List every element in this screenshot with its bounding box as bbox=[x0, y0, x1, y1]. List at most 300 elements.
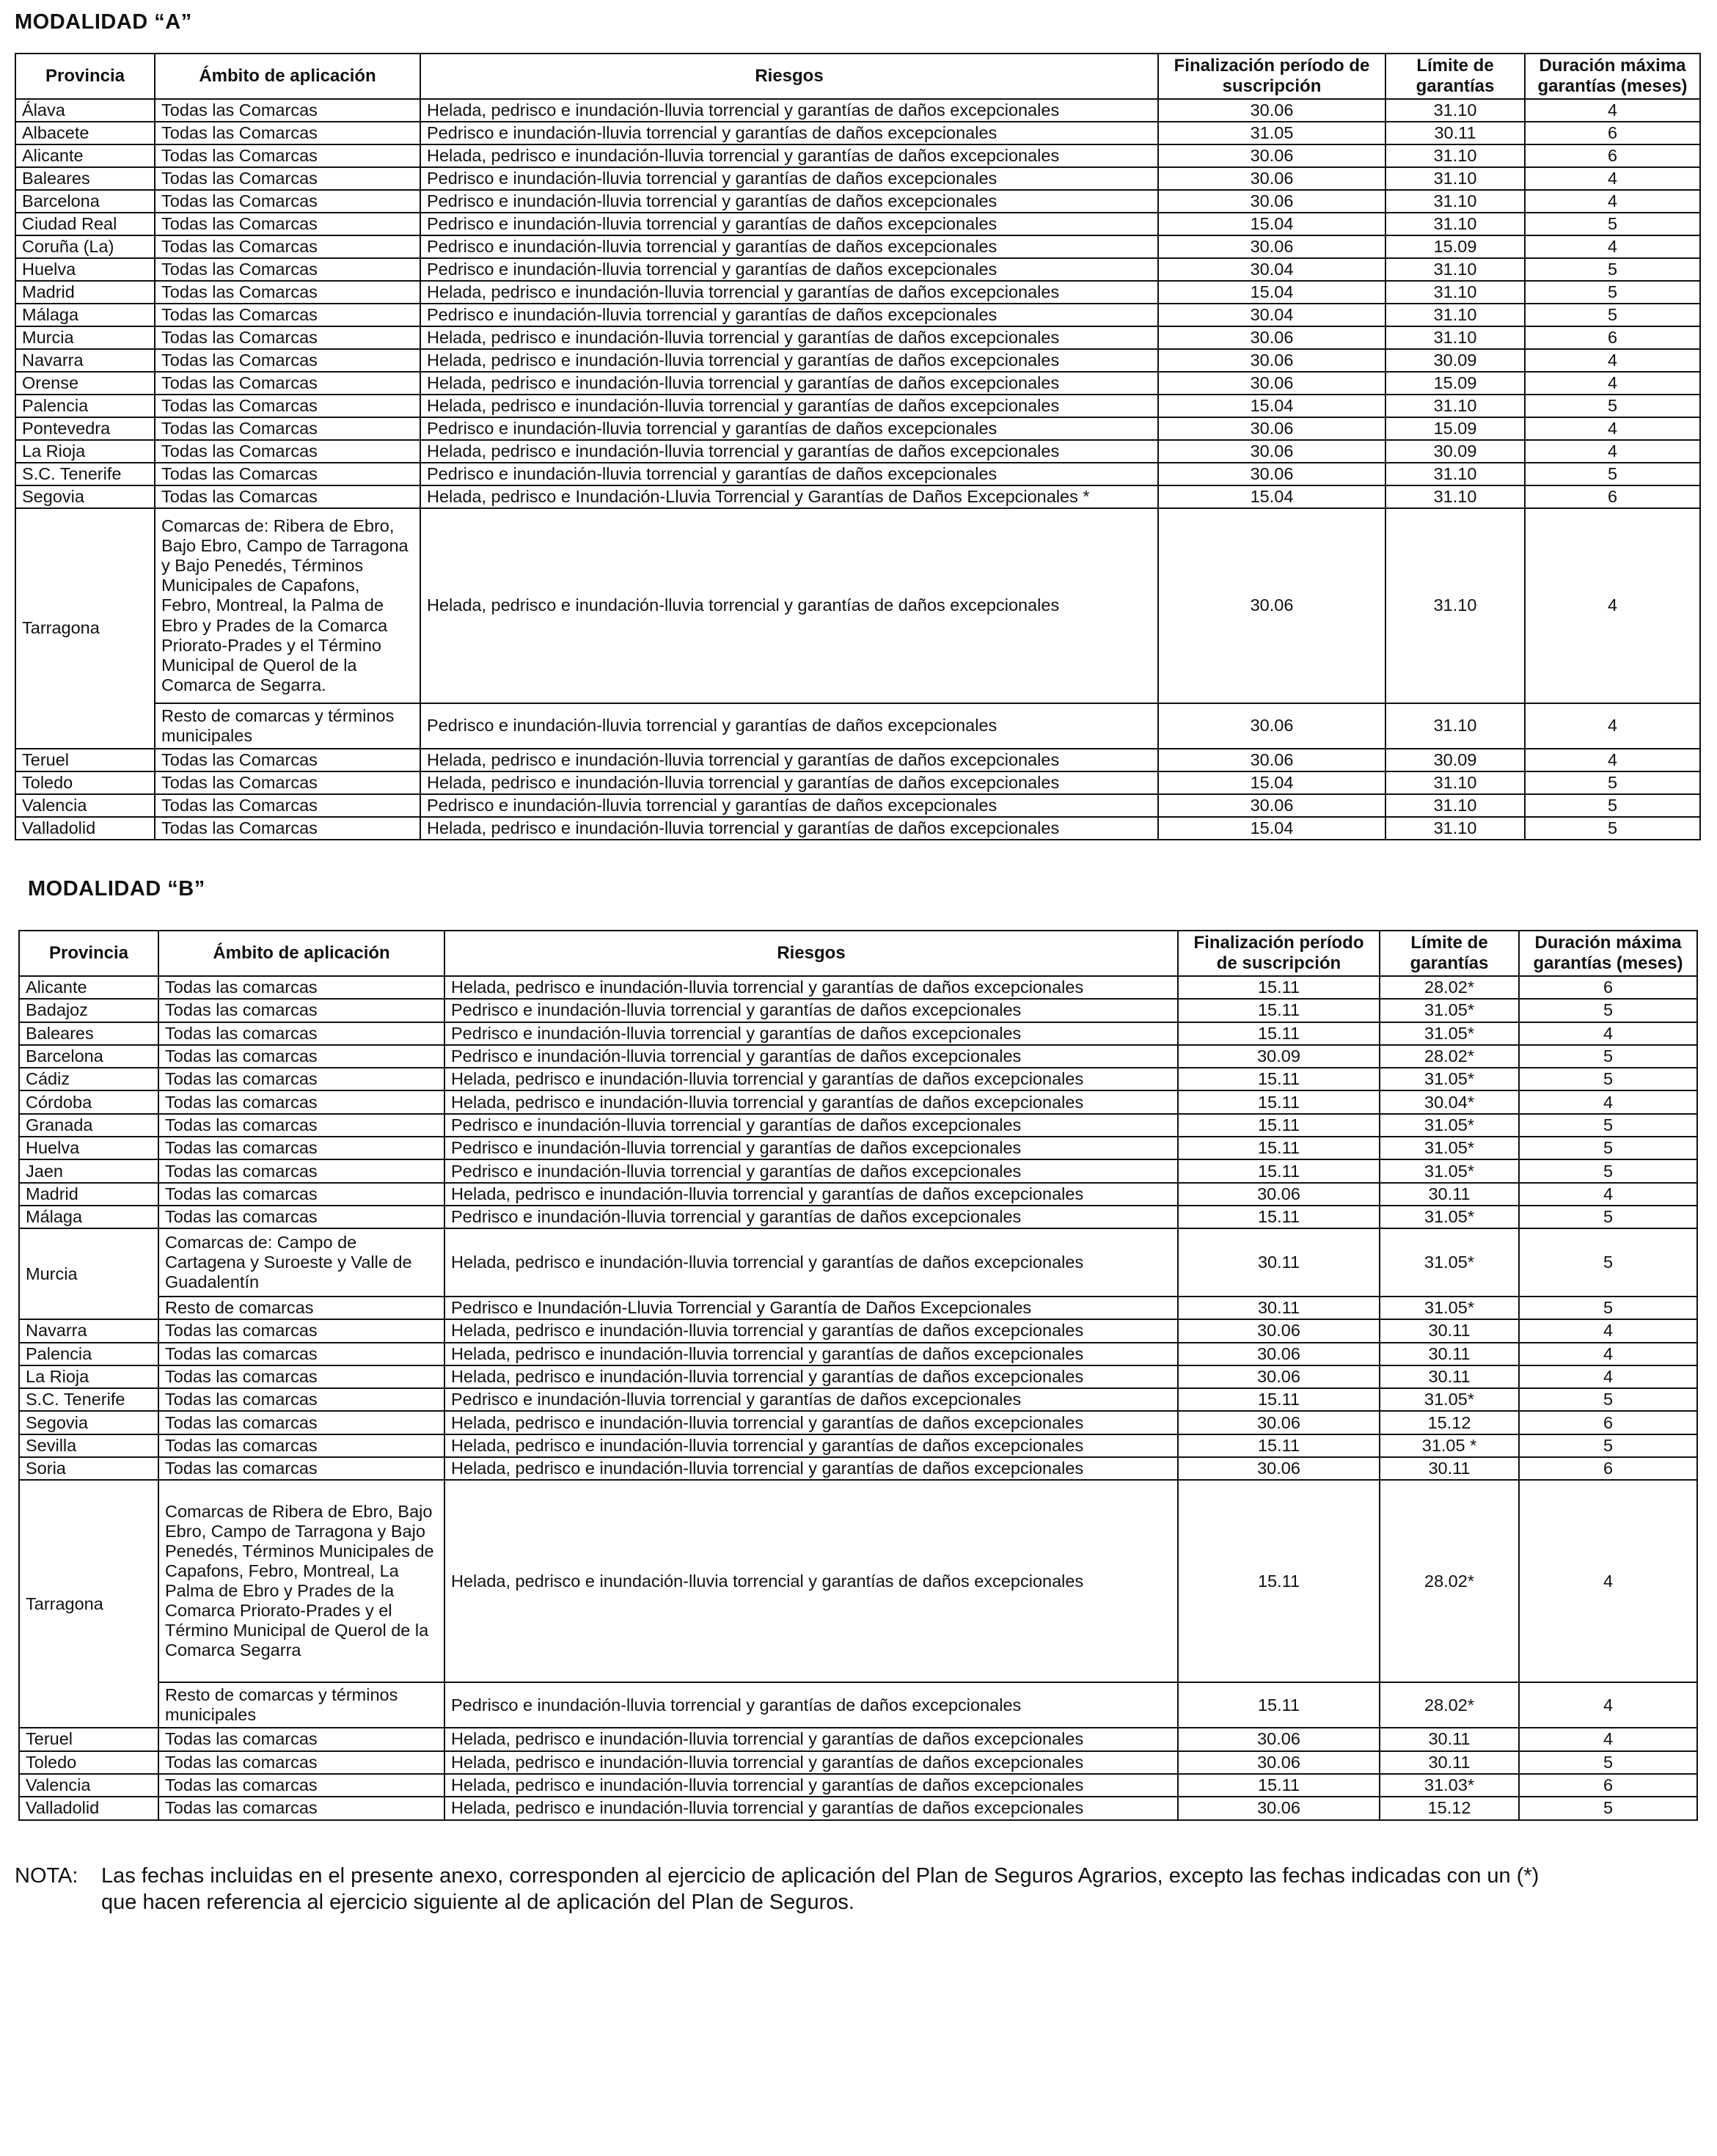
ambito-cell: Todas las comarcas bbox=[158, 999, 444, 1022]
duracion-cell: 5 bbox=[1519, 1206, 1697, 1228]
duracion-cell: 4 bbox=[1525, 167, 1700, 190]
provincia-cell: S.C. Tenerife bbox=[15, 463, 155, 485]
riesgos-cell: Helada, pedrisco e inundación-lluvia torrencial y garantías de daños excepcionales bbox=[444, 1183, 1178, 1206]
riesgos-cell: Pedrisco e inundación-lluvia torrencial y garantías de daños excepcionales bbox=[420, 213, 1158, 235]
duracion-cell: 4 bbox=[1519, 1183, 1697, 1206]
limite-cell: 28.02* bbox=[1380, 976, 1519, 999]
riesgos-cell: Helada, pedrisco e inundación-lluvia torrencial y garantías de daños excepcionales bbox=[420, 508, 1158, 703]
provincia-cell: Huelva bbox=[15, 258, 155, 281]
provincia-cell: Valencia bbox=[15, 794, 155, 817]
riesgos-cell: Pedrisco e Inundación-Lluvia Torrencial y Garantía de Daños Excepcionales bbox=[444, 1297, 1178, 1319]
ambito-cell: Resto de comarcas y términos municipales bbox=[155, 703, 420, 749]
duracion-cell: 5 bbox=[1519, 1228, 1697, 1297]
header-provincia: Provincia bbox=[19, 931, 158, 976]
ambito-cell: Todas las Comarcas bbox=[155, 395, 420, 417]
finalizacion-cell: 30.06 bbox=[1178, 1365, 1380, 1388]
riesgos-cell: Pedrisco e inundación-lluvia torrencial y garantías de daños excepcionales bbox=[420, 235, 1158, 258]
table-row bbox=[15, 190, 1700, 213]
finalizacion-cell: 30.06 bbox=[1178, 1343, 1380, 1365]
duracion-cell: 5 bbox=[1525, 213, 1700, 235]
finalizacion-cell: 15.11 bbox=[1178, 1480, 1380, 1682]
table-row bbox=[15, 99, 1700, 122]
riesgos-cell: Helada, pedrisco e inundación-lluvia torrencial y garantías de daños excepcionales bbox=[444, 976, 1178, 999]
ambito-cell: Todas las comarcas bbox=[158, 1774, 444, 1797]
limite-cell: 31.10 bbox=[1385, 144, 1525, 167]
finalizacion-cell: 15.04 bbox=[1158, 281, 1385, 304]
riesgos-cell: Helada, pedrisco e inundación-lluvia torrencial y garantías de daños excepcionales bbox=[420, 749, 1158, 771]
finalizacion-cell: 30.06 bbox=[1158, 167, 1385, 190]
duracion-cell: 4 bbox=[1525, 235, 1700, 258]
provincia-cell: Albacete bbox=[15, 122, 155, 144]
table-row bbox=[19, 1228, 1697, 1297]
finalizacion-cell: 30.06 bbox=[1158, 508, 1385, 703]
duracion-cell: 6 bbox=[1525, 122, 1700, 144]
provincia-cell: Málaga bbox=[19, 1206, 158, 1228]
duracion-cell: 5 bbox=[1525, 258, 1700, 281]
finalizacion-cell: 30.06 bbox=[1158, 372, 1385, 395]
finalizacion-cell: 15.04 bbox=[1158, 771, 1385, 794]
duracion-cell: 6 bbox=[1525, 485, 1700, 508]
provincia-cell: Valladolid bbox=[19, 1797, 158, 1819]
riesgos-cell: Helada, pedrisco e inundación-lluvia torrencial y garantías de daños excepcionales bbox=[420, 349, 1158, 372]
ambito-cell: Todas las comarcas bbox=[158, 976, 444, 999]
finalizacion-cell: 30.04 bbox=[1158, 304, 1385, 326]
finalizacion-cell: 15.04 bbox=[1158, 395, 1385, 417]
provincia-cell: La Rioja bbox=[19, 1365, 158, 1388]
provincia-cell: Badajoz bbox=[19, 999, 158, 1022]
riesgos-cell: Helada, pedrisco e inundación-lluvia torrencial y garantías de daños excepcionales bbox=[444, 1365, 1178, 1388]
limite-cell: 30.09 bbox=[1385, 749, 1525, 771]
limite-cell: 31.05* bbox=[1380, 999, 1519, 1022]
modalidad-a-table bbox=[15, 53, 1701, 840]
provincia-cell: Orense bbox=[15, 372, 155, 395]
finalizacion-cell: 15.11 bbox=[1178, 1159, 1380, 1182]
provincia-cell: Palencia bbox=[19, 1343, 158, 1365]
provincia-cell: Valencia bbox=[19, 1774, 158, 1797]
table-row bbox=[19, 1343, 1697, 1365]
duracion-cell: 5 bbox=[1525, 463, 1700, 485]
duracion-cell: 6 bbox=[1519, 976, 1697, 999]
provincia-cell: Segovia bbox=[19, 1411, 158, 1434]
finalizacion-cell: 15.11 bbox=[1178, 1068, 1380, 1090]
finalizacion-cell: 30.06 bbox=[1178, 1751, 1380, 1774]
riesgos-cell: Pedrisco e inundación-lluvia torrencial y garantías de daños excepcionales bbox=[420, 122, 1158, 144]
finalizacion-cell: 15.04 bbox=[1158, 485, 1385, 508]
limite-cell: 31.10 bbox=[1385, 463, 1525, 485]
ambito-cell: Todas las comarcas bbox=[158, 1751, 444, 1774]
duracion-cell: 5 bbox=[1519, 1159, 1697, 1182]
finalizacion-cell: 30.06 bbox=[1158, 190, 1385, 213]
riesgos-cell: Pedrisco e inundación-lluvia torrencial y garantías de daños excepcionales bbox=[420, 304, 1158, 326]
provincia-cell: Tarragona bbox=[19, 1480, 158, 1728]
finalizacion-cell: 15.11 bbox=[1178, 1682, 1380, 1728]
finalizacion-cell: 30.06 bbox=[1178, 1728, 1380, 1750]
finalizacion-cell: 15.11 bbox=[1178, 1206, 1380, 1228]
duracion-cell: 4 bbox=[1525, 349, 1700, 372]
table-row bbox=[15, 213, 1700, 235]
provincia-cell: Murcia bbox=[19, 1228, 158, 1319]
table-row bbox=[15, 326, 1700, 349]
ambito-cell: Todas las Comarcas bbox=[155, 122, 420, 144]
nota-line-2: que hacen referencia al ejercicio siguiente al de aplicación del Plan de Seguros. bbox=[101, 1891, 854, 1915]
finalizacion-cell: 30.06 bbox=[1158, 99, 1385, 122]
duracion-cell: 5 bbox=[1519, 1797, 1697, 1819]
limite-cell: 28.02* bbox=[1380, 1045, 1519, 1068]
finalizacion-cell: 30.04 bbox=[1158, 258, 1385, 281]
provincia-cell: Barcelona bbox=[19, 1045, 158, 1068]
provincia-cell: Barcelona bbox=[15, 190, 155, 213]
header-finalizacion: Finalización período de suscripción bbox=[1158, 54, 1385, 99]
finalizacion-cell: 15.11 bbox=[1178, 976, 1380, 999]
finalizacion-cell: 15.11 bbox=[1178, 1388, 1380, 1411]
nota-line-1: Las fechas incluidas en el presente anexo, corresponden al ejercicio de aplicación del Plan de Seguros Agrarios, excepto las fechas indicadas con un (*) bbox=[101, 1864, 1540, 1888]
finalizacion-cell: 30.06 bbox=[1178, 1457, 1380, 1480]
modalidad-b-table bbox=[18, 930, 1698, 1821]
ambito-cell: Todas las comarcas bbox=[158, 1728, 444, 1750]
riesgos-cell: Pedrisco e inundación-lluvia torrencial y garantías de daños excepcionales bbox=[444, 999, 1178, 1022]
table-row bbox=[19, 1319, 1697, 1342]
limite-cell: 31.10 bbox=[1385, 817, 1525, 840]
table-row bbox=[15, 771, 1700, 794]
limite-cell: 31.10 bbox=[1385, 99, 1525, 122]
provincia-cell: Palencia bbox=[15, 395, 155, 417]
table-row bbox=[19, 1114, 1697, 1137]
provincia-cell: Cádiz bbox=[19, 1068, 158, 1090]
ambito-cell: Comarcas de: Ribera de Ebro, Bajo Ebro, Campo de Tarragona y Bajo Penedés, Términos Municipales de Capafons, Febro, Montreal, la Palma de Ebro y Prades de la Comarca Priorato-Prades y el Término Municipal de Querol de la Comarca de Segarra. bbox=[155, 508, 420, 703]
limite-cell: 31.10 bbox=[1385, 326, 1525, 349]
ambito-cell: Resto de comarcas y términos municipales bbox=[158, 1682, 444, 1728]
table-row bbox=[19, 976, 1697, 999]
provincia-cell: Soria bbox=[19, 1457, 158, 1480]
limite-cell: 15.12 bbox=[1380, 1797, 1519, 1819]
limite-cell: 31.05* bbox=[1380, 1137, 1519, 1159]
duracion-cell: 4 bbox=[1519, 1022, 1697, 1045]
table-row bbox=[19, 999, 1697, 1022]
duracion-cell: 6 bbox=[1525, 144, 1700, 167]
ambito-cell: Todas las Comarcas bbox=[155, 463, 420, 485]
duracion-cell: 5 bbox=[1519, 1434, 1697, 1457]
table-row bbox=[15, 440, 1700, 463]
duracion-cell: 5 bbox=[1519, 1388, 1697, 1411]
duracion-cell: 5 bbox=[1525, 817, 1700, 840]
provincia-cell: Álava bbox=[15, 99, 155, 122]
provincia-cell: Toledo bbox=[19, 1751, 158, 1774]
table-header-row bbox=[19, 931, 1697, 976]
duracion-cell: 5 bbox=[1519, 1137, 1697, 1159]
nota-footnote bbox=[15, 1863, 1702, 1916]
table-row bbox=[19, 1297, 1697, 1319]
duracion-cell: 4 bbox=[1525, 417, 1700, 440]
limite-cell: 15.12 bbox=[1380, 1411, 1519, 1434]
finalizacion-cell: 30.06 bbox=[1158, 349, 1385, 372]
duracion-cell: 5 bbox=[1519, 1068, 1697, 1090]
table-row bbox=[15, 281, 1700, 304]
finalizacion-cell: 30.06 bbox=[1158, 417, 1385, 440]
table-row bbox=[19, 1137, 1697, 1159]
finalizacion-cell: 30.06 bbox=[1158, 749, 1385, 771]
ambito-cell: Todas las Comarcas bbox=[155, 281, 420, 304]
finalizacion-cell: 15.11 bbox=[1178, 1022, 1380, 1045]
limite-cell: 31.10 bbox=[1385, 395, 1525, 417]
finalizacion-cell: 30.06 bbox=[1158, 440, 1385, 463]
limite-cell: 15.09 bbox=[1385, 417, 1525, 440]
riesgos-cell: Helada, pedrisco e inundación-lluvia torrencial y garantías de daños excepcionales bbox=[444, 1319, 1178, 1342]
riesgos-cell: Helada, pedrisco e inundación-lluvia torrencial y garantías de daños excepcionales bbox=[444, 1480, 1178, 1682]
ambito-cell: Todas las Comarcas bbox=[155, 190, 420, 213]
finalizacion-cell: 15.11 bbox=[1178, 1774, 1380, 1797]
header-provincia: Provincia bbox=[15, 54, 155, 99]
table-row bbox=[19, 1751, 1697, 1774]
riesgos-cell: Helada, pedrisco e inundación-lluvia torrencial y garantías de daños excepcionales bbox=[420, 771, 1158, 794]
header-riesgos: Riesgos bbox=[444, 931, 1178, 976]
ambito-cell: Todas las comarcas bbox=[158, 1022, 444, 1045]
limite-cell: 30.11 bbox=[1380, 1365, 1519, 1388]
provincia-cell: S.C. Tenerife bbox=[19, 1388, 158, 1411]
duracion-cell: 4 bbox=[1525, 190, 1700, 213]
modalidad-b-title: MODALIDAD “B” bbox=[28, 877, 205, 901]
ambito-cell: Todas las Comarcas bbox=[155, 167, 420, 190]
table-row bbox=[15, 349, 1700, 372]
finalizacion-cell: 15.11 bbox=[1178, 1114, 1380, 1137]
ambito-cell: Todas las Comarcas bbox=[155, 372, 420, 395]
limite-cell: 31.05* bbox=[1380, 1114, 1519, 1137]
modalidad-a-title: MODALIDAD “A” bbox=[15, 10, 192, 34]
duracion-cell: 4 bbox=[1519, 1728, 1697, 1750]
duracion-cell: 5 bbox=[1519, 1297, 1697, 1319]
riesgos-cell: Helada, pedrisco e inundación-lluvia torrencial y garantías de daños excepcionales bbox=[420, 817, 1158, 840]
provincia-cell: Pontevedra bbox=[15, 417, 155, 440]
table-row bbox=[19, 1206, 1697, 1228]
table-row bbox=[19, 1022, 1697, 1045]
ambito-cell: Todas las Comarcas bbox=[155, 144, 420, 167]
riesgos-cell: Helada, pedrisco e Inundación-Lluvia Torrencial y Garantías de Daños Excepcionales * bbox=[420, 485, 1158, 508]
finalizacion-cell: 30.06 bbox=[1178, 1797, 1380, 1819]
finalizacion-cell: 31.05 bbox=[1158, 122, 1385, 144]
limite-cell: 31.05* bbox=[1380, 1068, 1519, 1090]
duracion-cell: 5 bbox=[1525, 794, 1700, 817]
table-row bbox=[15, 304, 1700, 326]
provincia-cell: Navarra bbox=[19, 1319, 158, 1342]
table-row bbox=[19, 1388, 1697, 1411]
duracion-cell: 5 bbox=[1519, 1045, 1697, 1068]
ambito-cell: Todas las comarcas bbox=[158, 1114, 444, 1137]
riesgos-cell: Pedrisco e inundación-lluvia torrencial y garantías de daños excepcionales bbox=[420, 703, 1158, 749]
header-duracion: Duración máxima garantías (meses) bbox=[1519, 931, 1697, 976]
riesgos-cell: Helada, pedrisco e inundación-lluvia torrencial y garantías de daños excepcionales bbox=[420, 395, 1158, 417]
riesgos-cell: Pedrisco e inundación-lluvia torrencial y garantías de daños excepcionales bbox=[420, 258, 1158, 281]
provincia-cell: Baleares bbox=[19, 1022, 158, 1045]
provincia-cell: Córdoba bbox=[19, 1090, 158, 1113]
table-row bbox=[15, 167, 1700, 190]
limite-cell: 30.11 bbox=[1380, 1728, 1519, 1750]
limite-cell: 30.11 bbox=[1380, 1751, 1519, 1774]
riesgos-cell: Helada, pedrisco e inundación-lluvia torrencial y garantías de daños excepcionales bbox=[444, 1068, 1178, 1090]
ambito-cell: Comarcas de Ribera de Ebro, Bajo Ebro, Campo de Tarragona y Bajo Penedés, Términos Municipales de Capafons, Febro, Montreal, La Palma de Ebro y Prades de la Comarca Priorato-Prades y el Término Municipal de Querol de la Comarca Segarra bbox=[158, 1480, 444, 1682]
ambito-cell: Resto de comarcas bbox=[158, 1297, 444, 1319]
finalizacion-cell: 15.11 bbox=[1178, 1434, 1380, 1457]
ambito-cell: Todas las Comarcas bbox=[155, 304, 420, 326]
duracion-cell: 4 bbox=[1525, 372, 1700, 395]
table-row bbox=[15, 372, 1700, 395]
duracion-cell: 4 bbox=[1519, 1480, 1697, 1682]
finalizacion-cell: 15.04 bbox=[1158, 817, 1385, 840]
ambito-cell: Todas las Comarcas bbox=[155, 817, 420, 840]
ambito-cell: Todas las Comarcas bbox=[155, 349, 420, 372]
finalizacion-cell: 30.06 bbox=[1158, 235, 1385, 258]
limite-cell: 31.10 bbox=[1385, 190, 1525, 213]
provincia-cell: Coruña (La) bbox=[15, 235, 155, 258]
duracion-cell: 6 bbox=[1519, 1774, 1697, 1797]
table-row bbox=[19, 1045, 1697, 1068]
header-duracion: Duración máxima garantías (meses) bbox=[1525, 54, 1700, 99]
table-row bbox=[15, 463, 1700, 485]
riesgos-cell: Helada, pedrisco e inundación-lluvia torrencial y garantías de daños excepcionales bbox=[444, 1457, 1178, 1480]
provincia-cell: Huelva bbox=[19, 1137, 158, 1159]
limite-cell: 30.04* bbox=[1380, 1090, 1519, 1113]
limite-cell: 31.05* bbox=[1380, 1297, 1519, 1319]
ambito-cell: Todas las Comarcas bbox=[155, 258, 420, 281]
riesgos-cell: Pedrisco e inundación-lluvia torrencial y garantías de daños excepcionales bbox=[420, 167, 1158, 190]
duracion-cell: 5 bbox=[1525, 395, 1700, 417]
ambito-cell: Todas las comarcas bbox=[158, 1159, 444, 1182]
riesgos-cell: Helada, pedrisco e inundación-lluvia torrencial y garantías de daños excepcionales bbox=[420, 281, 1158, 304]
finalizacion-cell: 30.06 bbox=[1158, 703, 1385, 749]
limite-cell: 30.11 bbox=[1385, 122, 1525, 144]
riesgos-cell: Pedrisco e inundación-lluvia torrencial y garantías de daños excepcionales bbox=[420, 190, 1158, 213]
table-row bbox=[19, 1457, 1697, 1480]
ambito-cell: Todas las Comarcas bbox=[155, 749, 420, 771]
limite-cell: 28.02* bbox=[1380, 1480, 1519, 1682]
ambito-cell: Todas las comarcas bbox=[158, 1457, 444, 1480]
riesgos-cell: Helada, pedrisco e inundación-lluvia torrencial y garantías de daños excepcionales bbox=[420, 440, 1158, 463]
limite-cell: 30.11 bbox=[1380, 1457, 1519, 1480]
riesgos-cell: Pedrisco e inundación-lluvia torrencial y garantías de daños excepcionales bbox=[444, 1682, 1178, 1728]
finalizacion-cell: 30.06 bbox=[1158, 463, 1385, 485]
limite-cell: 31.10 bbox=[1385, 213, 1525, 235]
limite-cell: 31.10 bbox=[1385, 167, 1525, 190]
table-row bbox=[15, 235, 1700, 258]
riesgos-cell: Helada, pedrisco e inundación-lluvia torrencial y garantías de daños excepcionales bbox=[444, 1797, 1178, 1819]
table-row bbox=[15, 817, 1700, 840]
ambito-cell: Todas las comarcas bbox=[158, 1206, 444, 1228]
riesgos-cell: Helada, pedrisco e inundación-lluvia torrencial y garantías de daños excepcionales bbox=[444, 1774, 1178, 1797]
table-header-row bbox=[15, 54, 1700, 99]
header-ambito: Ámbito de aplicación bbox=[158, 931, 444, 976]
provincia-cell: Granada bbox=[19, 1114, 158, 1137]
limite-cell: 31.03* bbox=[1380, 1774, 1519, 1797]
ambito-cell: Todas las Comarcas bbox=[155, 771, 420, 794]
limite-cell: 31.05* bbox=[1380, 1159, 1519, 1182]
riesgos-cell: Pedrisco e inundación-lluvia torrencial y garantías de daños excepcionales bbox=[444, 1388, 1178, 1411]
table-row bbox=[15, 122, 1700, 144]
riesgos-cell: Pedrisco e inundación-lluvia torrencial y garantías de daños excepcionales bbox=[444, 1022, 1178, 1045]
table-row bbox=[19, 1365, 1697, 1388]
finalizacion-cell: 15.11 bbox=[1178, 1090, 1380, 1113]
limite-cell: 31.10 bbox=[1385, 281, 1525, 304]
ambito-cell: Todas las Comarcas bbox=[155, 485, 420, 508]
limite-cell: 31.10 bbox=[1385, 771, 1525, 794]
ambito-cell: Todas las comarcas bbox=[158, 1137, 444, 1159]
riesgos-cell: Pedrisco e inundación-lluvia torrencial y garantías de daños excepcionales bbox=[420, 417, 1158, 440]
finalizacion-cell: 30.11 bbox=[1178, 1297, 1380, 1319]
ambito-cell: Todas las Comarcas bbox=[155, 326, 420, 349]
limite-cell: 15.09 bbox=[1385, 235, 1525, 258]
provincia-cell: Alicante bbox=[15, 144, 155, 167]
provincia-cell: Teruel bbox=[15, 749, 155, 771]
duracion-cell: 5 bbox=[1525, 304, 1700, 326]
limite-cell: 31.10 bbox=[1385, 703, 1525, 749]
provincia-cell: Sevilla bbox=[19, 1434, 158, 1457]
provincia-cell: Valladolid bbox=[15, 817, 155, 840]
provincia-cell: Baleares bbox=[15, 167, 155, 190]
ambito-cell: Todas las comarcas bbox=[158, 1068, 444, 1090]
duracion-cell: 6 bbox=[1519, 1457, 1697, 1480]
riesgos-cell: Helada, pedrisco e inundación-lluvia torrencial y garantías de daños excepcionales bbox=[420, 372, 1158, 395]
ambito-cell: Todas las Comarcas bbox=[155, 440, 420, 463]
riesgos-cell: Helada, pedrisco e inundación-lluvia torrencial y garantías de daños excepcionales bbox=[420, 144, 1158, 167]
riesgos-cell: Pedrisco e inundación-lluvia torrencial y garantías de daños excepcionales bbox=[444, 1045, 1178, 1068]
limite-cell: 31.05* bbox=[1380, 1388, 1519, 1411]
table-row bbox=[19, 1159, 1697, 1182]
ambito-cell: Todas las comarcas bbox=[158, 1365, 444, 1388]
duracion-cell: 5 bbox=[1525, 771, 1700, 794]
duracion-cell: 4 bbox=[1519, 1319, 1697, 1342]
table-row bbox=[19, 1480, 1697, 1682]
limite-cell: 31.05 * bbox=[1380, 1434, 1519, 1457]
duracion-cell: 5 bbox=[1519, 999, 1697, 1022]
riesgos-cell: Helada, pedrisco e inundación-lluvia torrencial y garantías de daños excepcionales bbox=[444, 1751, 1178, 1774]
duracion-cell: 4 bbox=[1525, 99, 1700, 122]
finalizacion-cell: 30.06 bbox=[1158, 326, 1385, 349]
duracion-cell: 4 bbox=[1519, 1365, 1697, 1388]
provincia-cell: Segovia bbox=[15, 485, 155, 508]
finalizacion-cell: 30.06 bbox=[1158, 794, 1385, 817]
provincia-cell: Madrid bbox=[15, 281, 155, 304]
ambito-cell: Todas las comarcas bbox=[158, 1343, 444, 1365]
ambito-cell: Todas las Comarcas bbox=[155, 235, 420, 258]
limite-cell: 15.09 bbox=[1385, 372, 1525, 395]
riesgos-cell: Pedrisco e inundación-lluvia torrencial y garantías de daños excepcionales bbox=[420, 463, 1158, 485]
finalizacion-cell: 30.06 bbox=[1178, 1319, 1380, 1342]
duracion-cell: 5 bbox=[1519, 1751, 1697, 1774]
table-row bbox=[19, 1411, 1697, 1434]
provincia-cell: Toledo bbox=[15, 771, 155, 794]
duracion-cell: 4 bbox=[1525, 508, 1700, 703]
finalizacion-cell: 30.06 bbox=[1178, 1183, 1380, 1206]
finalizacion-cell: 15.11 bbox=[1178, 1137, 1380, 1159]
finalizacion-cell: 30.06 bbox=[1178, 1411, 1380, 1434]
provincia-cell: Málaga bbox=[15, 304, 155, 326]
limite-cell: 30.09 bbox=[1385, 440, 1525, 463]
provincia-cell: Murcia bbox=[15, 326, 155, 349]
limite-cell: 31.10 bbox=[1385, 258, 1525, 281]
riesgos-cell: Pedrisco e inundación-lluvia torrencial y garantías de daños excepcionales bbox=[444, 1159, 1178, 1182]
ambito-cell: Comarcas de: Campo de Cartagena y Suroeste y Valle de Guadalentín bbox=[158, 1228, 444, 1297]
ambito-cell: Todas las comarcas bbox=[158, 1319, 444, 1342]
ambito-cell: Todas las comarcas bbox=[158, 1434, 444, 1457]
table-row bbox=[15, 703, 1700, 749]
riesgos-cell: Helada, pedrisco e inundación-lluvia torrencial y garantías de daños excepcionales bbox=[444, 1090, 1178, 1113]
ambito-cell: Todas las Comarcas bbox=[155, 794, 420, 817]
riesgos-cell: Helada, pedrisco e inundación-lluvia torrencial y garantías de daños excepcionales bbox=[444, 1343, 1178, 1365]
ambito-cell: Todas las comarcas bbox=[158, 1045, 444, 1068]
provincia-cell: Jaen bbox=[19, 1159, 158, 1182]
table-row bbox=[15, 508, 1700, 703]
limite-cell: 31.10 bbox=[1385, 794, 1525, 817]
table-row bbox=[19, 1728, 1697, 1750]
riesgos-cell: Pedrisco e inundación-lluvia torrencial y garantías de daños excepcionales bbox=[444, 1137, 1178, 1159]
limite-cell: 31.10 bbox=[1385, 508, 1525, 703]
